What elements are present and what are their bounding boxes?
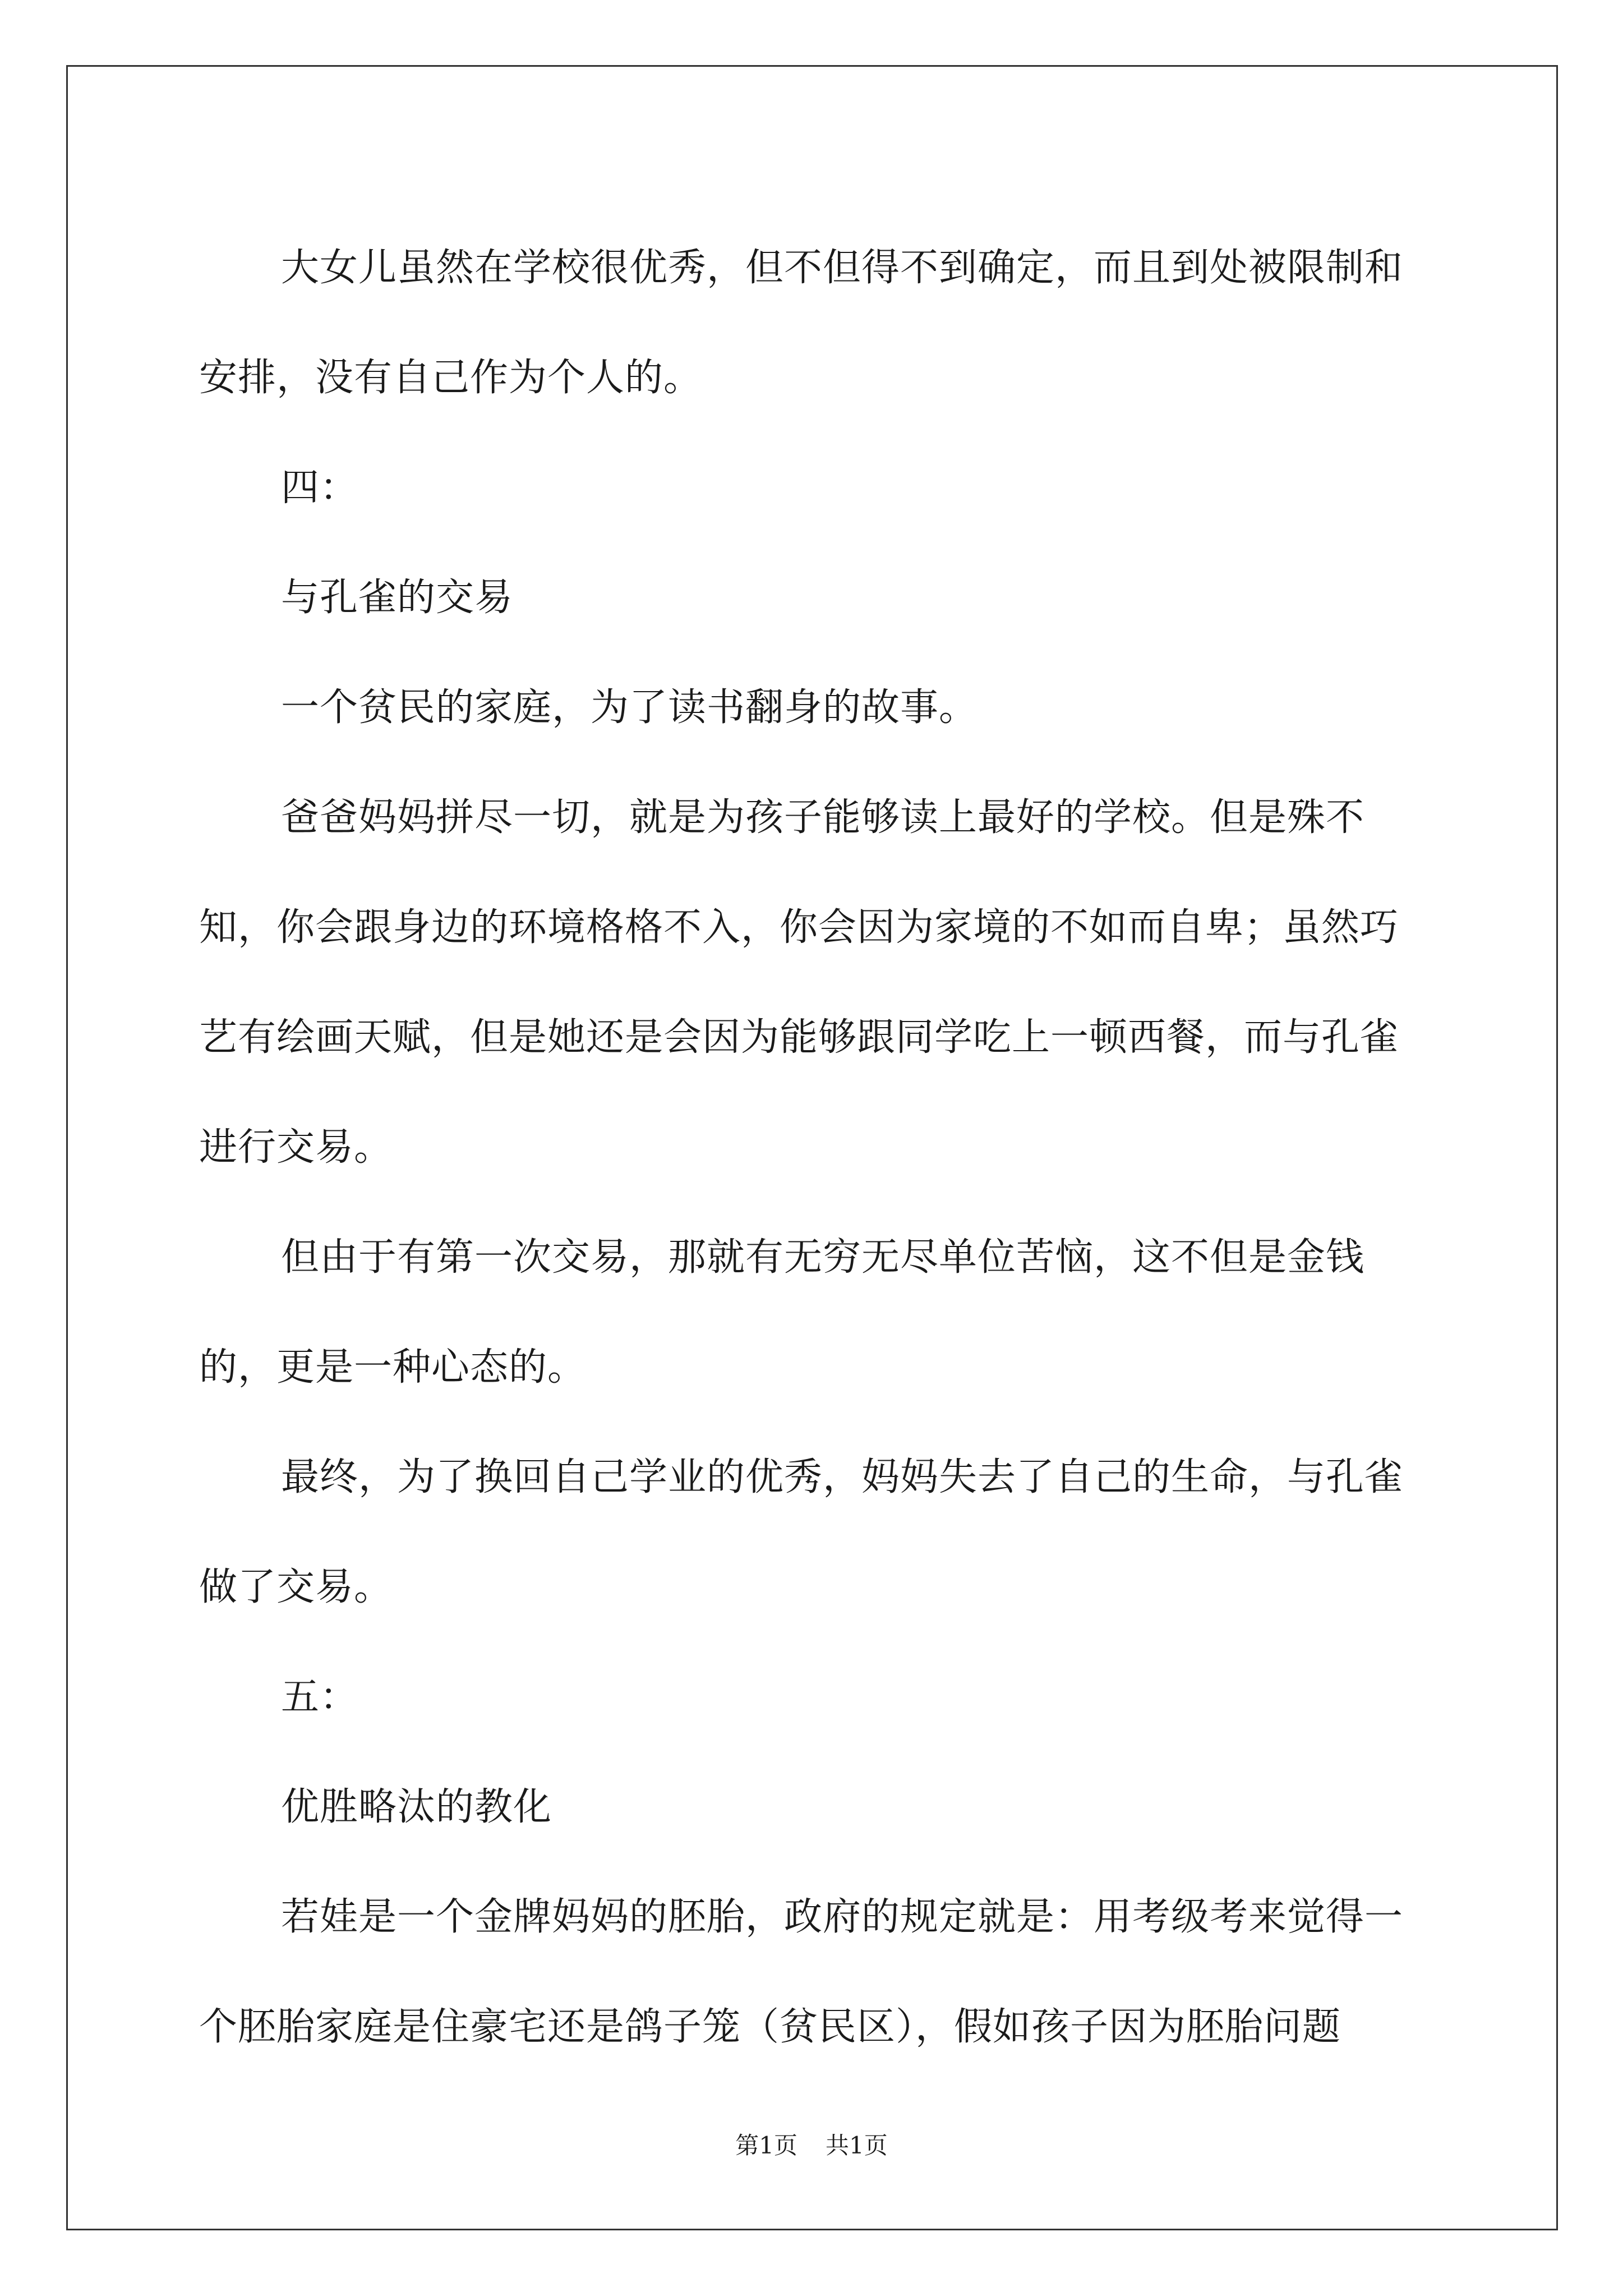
section-heading-four: 四： — [281, 466, 359, 510]
paragraph-2: 一个贫民的家庭，为了读书翻身的故事。 — [281, 685, 978, 730]
paragraph-1: 大女儿虽然在学校很优秀，但不但得不到确定，而且到处被限制和安排，没有自己作为个人的。 — [199, 246, 1404, 400]
page-number: 第1页 — [735, 2132, 797, 2159]
section-heading-five: 五： — [281, 1675, 359, 1719]
paragraph-6: 若娃是一个金牌妈妈的胚胎，政府的规定就是：用考级考来觉得一个胚胎家庭是住豪宅还是鸽子笼（贫民区），假如孩子因为胚胎问题 — [199, 1895, 1404, 2049]
paragraph-5: 最终，为了换回自己学业的优秀，妈妈失去了自己的生命，与孔雀做了交易。 — [199, 1455, 1404, 1609]
paragraph-4: 但由于有第一次交易，那就有无穷无尽单位苦恼，这不但是金钱的，更是一种心态的。 — [199, 1235, 1365, 1389]
section-title-survival-education: 优胜略汰的教化 — [281, 1785, 552, 1829]
page-footer — [0, 2129, 1623, 2162]
section-title-peacock-trade: 与孔雀的交易 — [281, 576, 514, 620]
paragraph-3: 爸爸妈妈拼尽一切，就是为孩子能够读上最好的学校。但是殊不知，你会跟身边的环境格格不入，你会因为家境的不如而自卑；虽然巧艺有绘画天赋，但是她还是会因为能够跟同学吃上一顿西餐，而与孔雀进行交易。 — [199, 795, 1399, 1170]
page-total: 共1页 — [826, 2132, 888, 2159]
document-body — [199, 213, 1424, 2082]
